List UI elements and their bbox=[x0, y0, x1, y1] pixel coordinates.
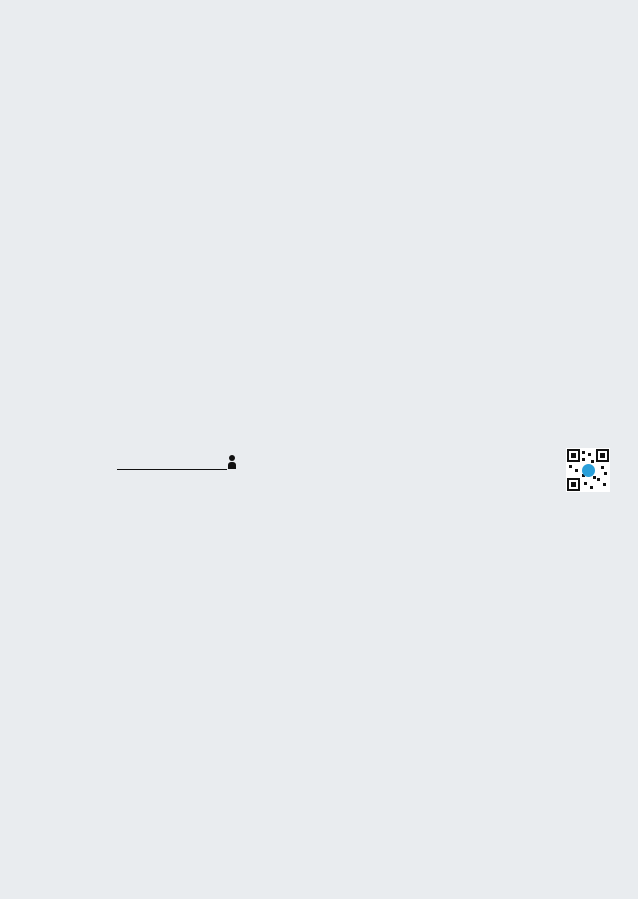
person-icon bbox=[228, 455, 236, 469]
project-banner bbox=[0, 447, 638, 493]
telegram-icon bbox=[582, 464, 595, 477]
banner-underline bbox=[117, 469, 227, 470]
qr-code-icon bbox=[566, 448, 610, 492]
